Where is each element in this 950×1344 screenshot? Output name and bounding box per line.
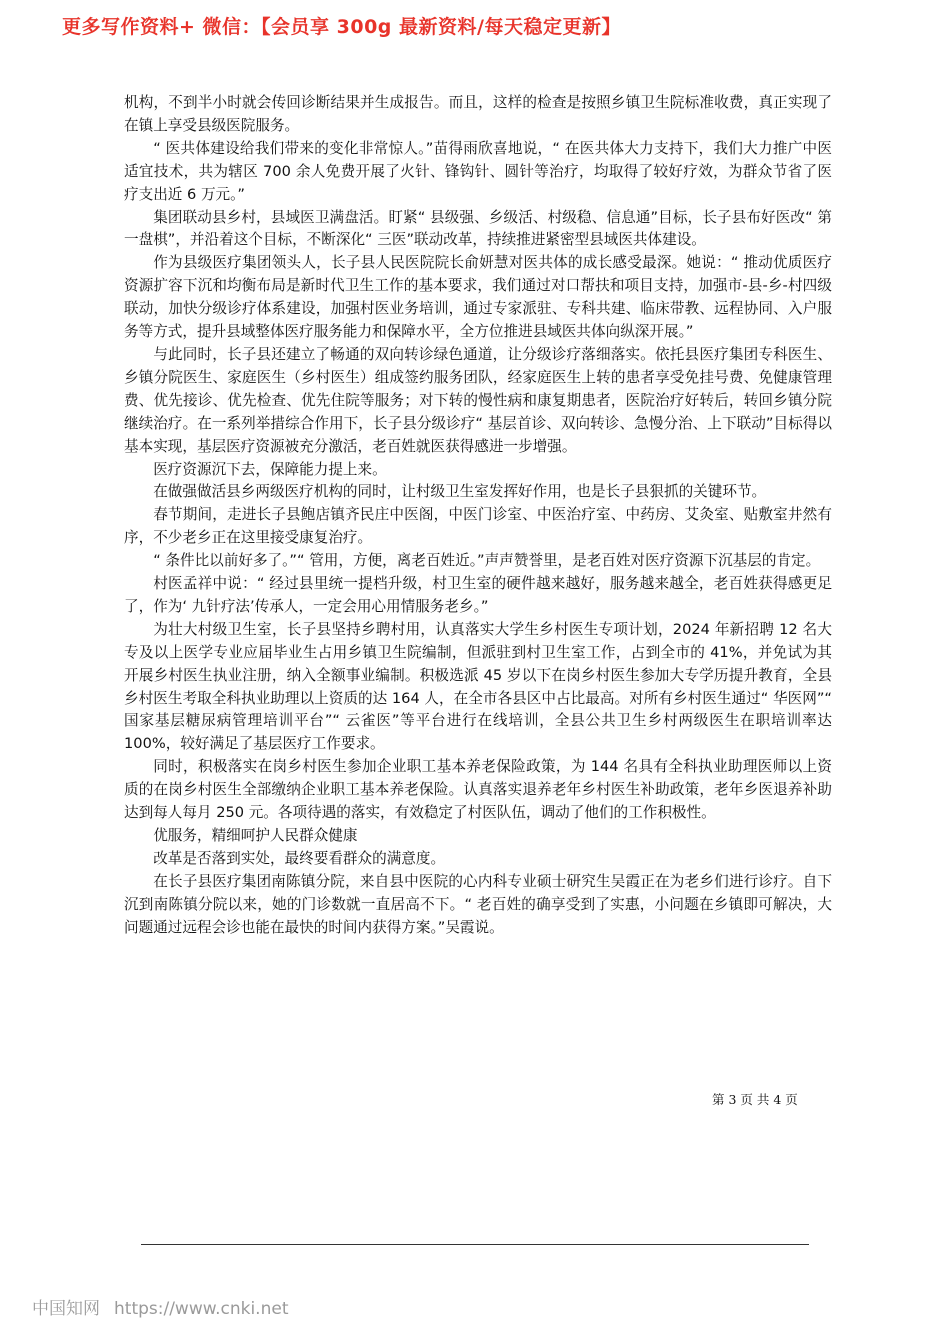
promo-banner: 更多写作资料+ 微信：【会员享 300g 最新资料/每天稳定更新】 [62, 16, 621, 38]
cnki-watermark [32, 1294, 288, 1319]
paragraph: 与此同时，长子县还建立了畅通的双向转诊绿色通道，让分级诊疗落细落实。依托县医疗集团专科医生、乡镇分院医生、家庭医生（乡村医生）组成签约服务团队，经家庭医生上转的患者享受免挂号费、免健康管理费、优先接诊、优先检查、优先住院等服务；对下转的慢性病和康复期患者，医院治疗好转后，转回乡镇分院继续治疗。在一系列举措综合作用下，长子县分级诊疗“ 基层首诊、双向转诊、急慢分治、上下联动”目标得以基本实现，基层医疗资源被充分激活，老百姓就医获得感进一步增强。 [124, 345, 832, 455]
footer-divider [141, 1244, 809, 1245]
paragraph: 机构，不到半小时就会传回诊断结果并生成报告。而且，这样的检查是按照乡镇卫生院标准收费，真正实现了在镇上享受县级医院服务。 [124, 94, 832, 134]
paragraph: “ 医共体建设给我们带来的变化非常惊人。”苗得雨欣喜地说，“ 在医共体大力支持下，我们大力推广中医适宜技术，共为辖区 700 余人免费开展了火针、锋钩针、圆针等治疗，均取得了较好疗效，为群众节省了医疗支出近 6 万元。” [124, 139, 832, 203]
paragraph: 同时，积极落实在岗乡村医生参加企业职工基本养老保险政策，为 144 名具有全科执业助理医师以上资质的在岗乡村医生全部缴纳企业职工基本养老保险。认真落实退养老年乡村医生补助政策，老年乡医退养补助达到每人每月 250 元。各项待遇的落实，有效稳定了村医队伍，调动了他们的工作积极性。 [124, 758, 832, 822]
section-heading: 优服务，精细呵护人民群众健康 [153, 827, 358, 844]
paragraph: “ 条件比以前好多了。”“ 管用，方便，离老百姓近。”声声赞誉里，是老百姓对医疗资源下沉基层的肯定。 [153, 552, 821, 570]
paragraph: 村医孟祥中说：“ 经过县里统一提档升级，村卫生室的硬件越来越好，服务越来越全，老百姓获得感更足了，作为‘ 九针疗法’传承人，一定会用心用情服务老乡。” [124, 575, 832, 615]
paragraph: 改革是否落到实处，最终要看群众的满意度。 [153, 849, 446, 867]
paragraph: 春节期间，走进长子县鲍店镇齐民庄中医阁，中医门诊室、中医治疗室、中药房、艾灸室、贴敷室井然有序，不少老乡正在这里接受康复治疗。 [124, 506, 832, 547]
paragraph: 为壮大村级卫生室，长子县坚持乡聘村用，认真落实大学生乡村医生专项计划，2024 年新招聘 12 名大专及以上医学专业应届毕业生占用乡镇卫生院编制，但派驻到村卫生室工作，占到全市的 41%，并免试为其开展乡村医生执业注册，纳入全额事业编制。积极选派 45 岁以下在岗乡村医生参加大专学历提升教育，全县乡村医生考取全科执业助理以上资质的达 164 人，在全市各县区中占比最高。对所有乡村医生通过“ 华医网”“ 国家基层糖尿病管理培训平台”“ 云雀医”等平台进行在线培训，全县公共卫生乡村两级医生在职培训率达 100%，较好满足了基层医疗工作要求。 [124, 620, 832, 753]
watermark-url: https://www.cnki.net [114, 1299, 289, 1319]
paragraph: 在长子县医疗集团南陈镇分院，来自县中医院的心内科专业硕士研究生吴霞正在为老乡们进行诊疗。自下沉到南陈镇分院以来，她的门诊数就一直居高不下。“ 老百姓的确享受到了实惠，小问题在乡镇即可解决，大问题通过远程会诊也能在最快的时间内获得方案。”吴霞说。 [124, 872, 832, 936]
paragraph: 在做强做活县乡两级医疗机构的同时，让村级卫生室发挥好作用，也是长子县狠抓的关键环节。 [153, 483, 767, 501]
article-body [124, 92, 832, 940]
paragraph: 集团联动县乡村，县域医卫满盘活。盯紧“ 县级强、乡级活、村级稳、信息通”目标，长子县布好医改“ 第一盘棋”，并沿着这个目标，不断深化“ 三医”联动改革，持续推进紧密型县域医共体建设。 [124, 208, 832, 249]
paragraph: 作为县级医疗集团领头人，长子县人民医院院长俞妍慧对医共体的成长感受最深。她说：“ 推动优质医疗资源扩容下沉和均衡布局是新时代卫生工作的基本要求，我们通过对口帮扶和项目支持，加强市-县-乡-村四级联动，加快分级诊疗体系建设，加强村医业务培训，通过专家派驻、专科共建、临床带教、远程协同、入户服务等方式，提升县域整体医疗服务能力和保障水平，全方位推进县域医共体向纵深开展。” [124, 254, 832, 341]
watermark-site: 中国知网 [32, 1299, 100, 1319]
page-number: 第 3 页 共 4 页 [712, 1092, 798, 1107]
paragraph: 医疗资源沉下去，保障能力提上来。 [153, 460, 387, 478]
